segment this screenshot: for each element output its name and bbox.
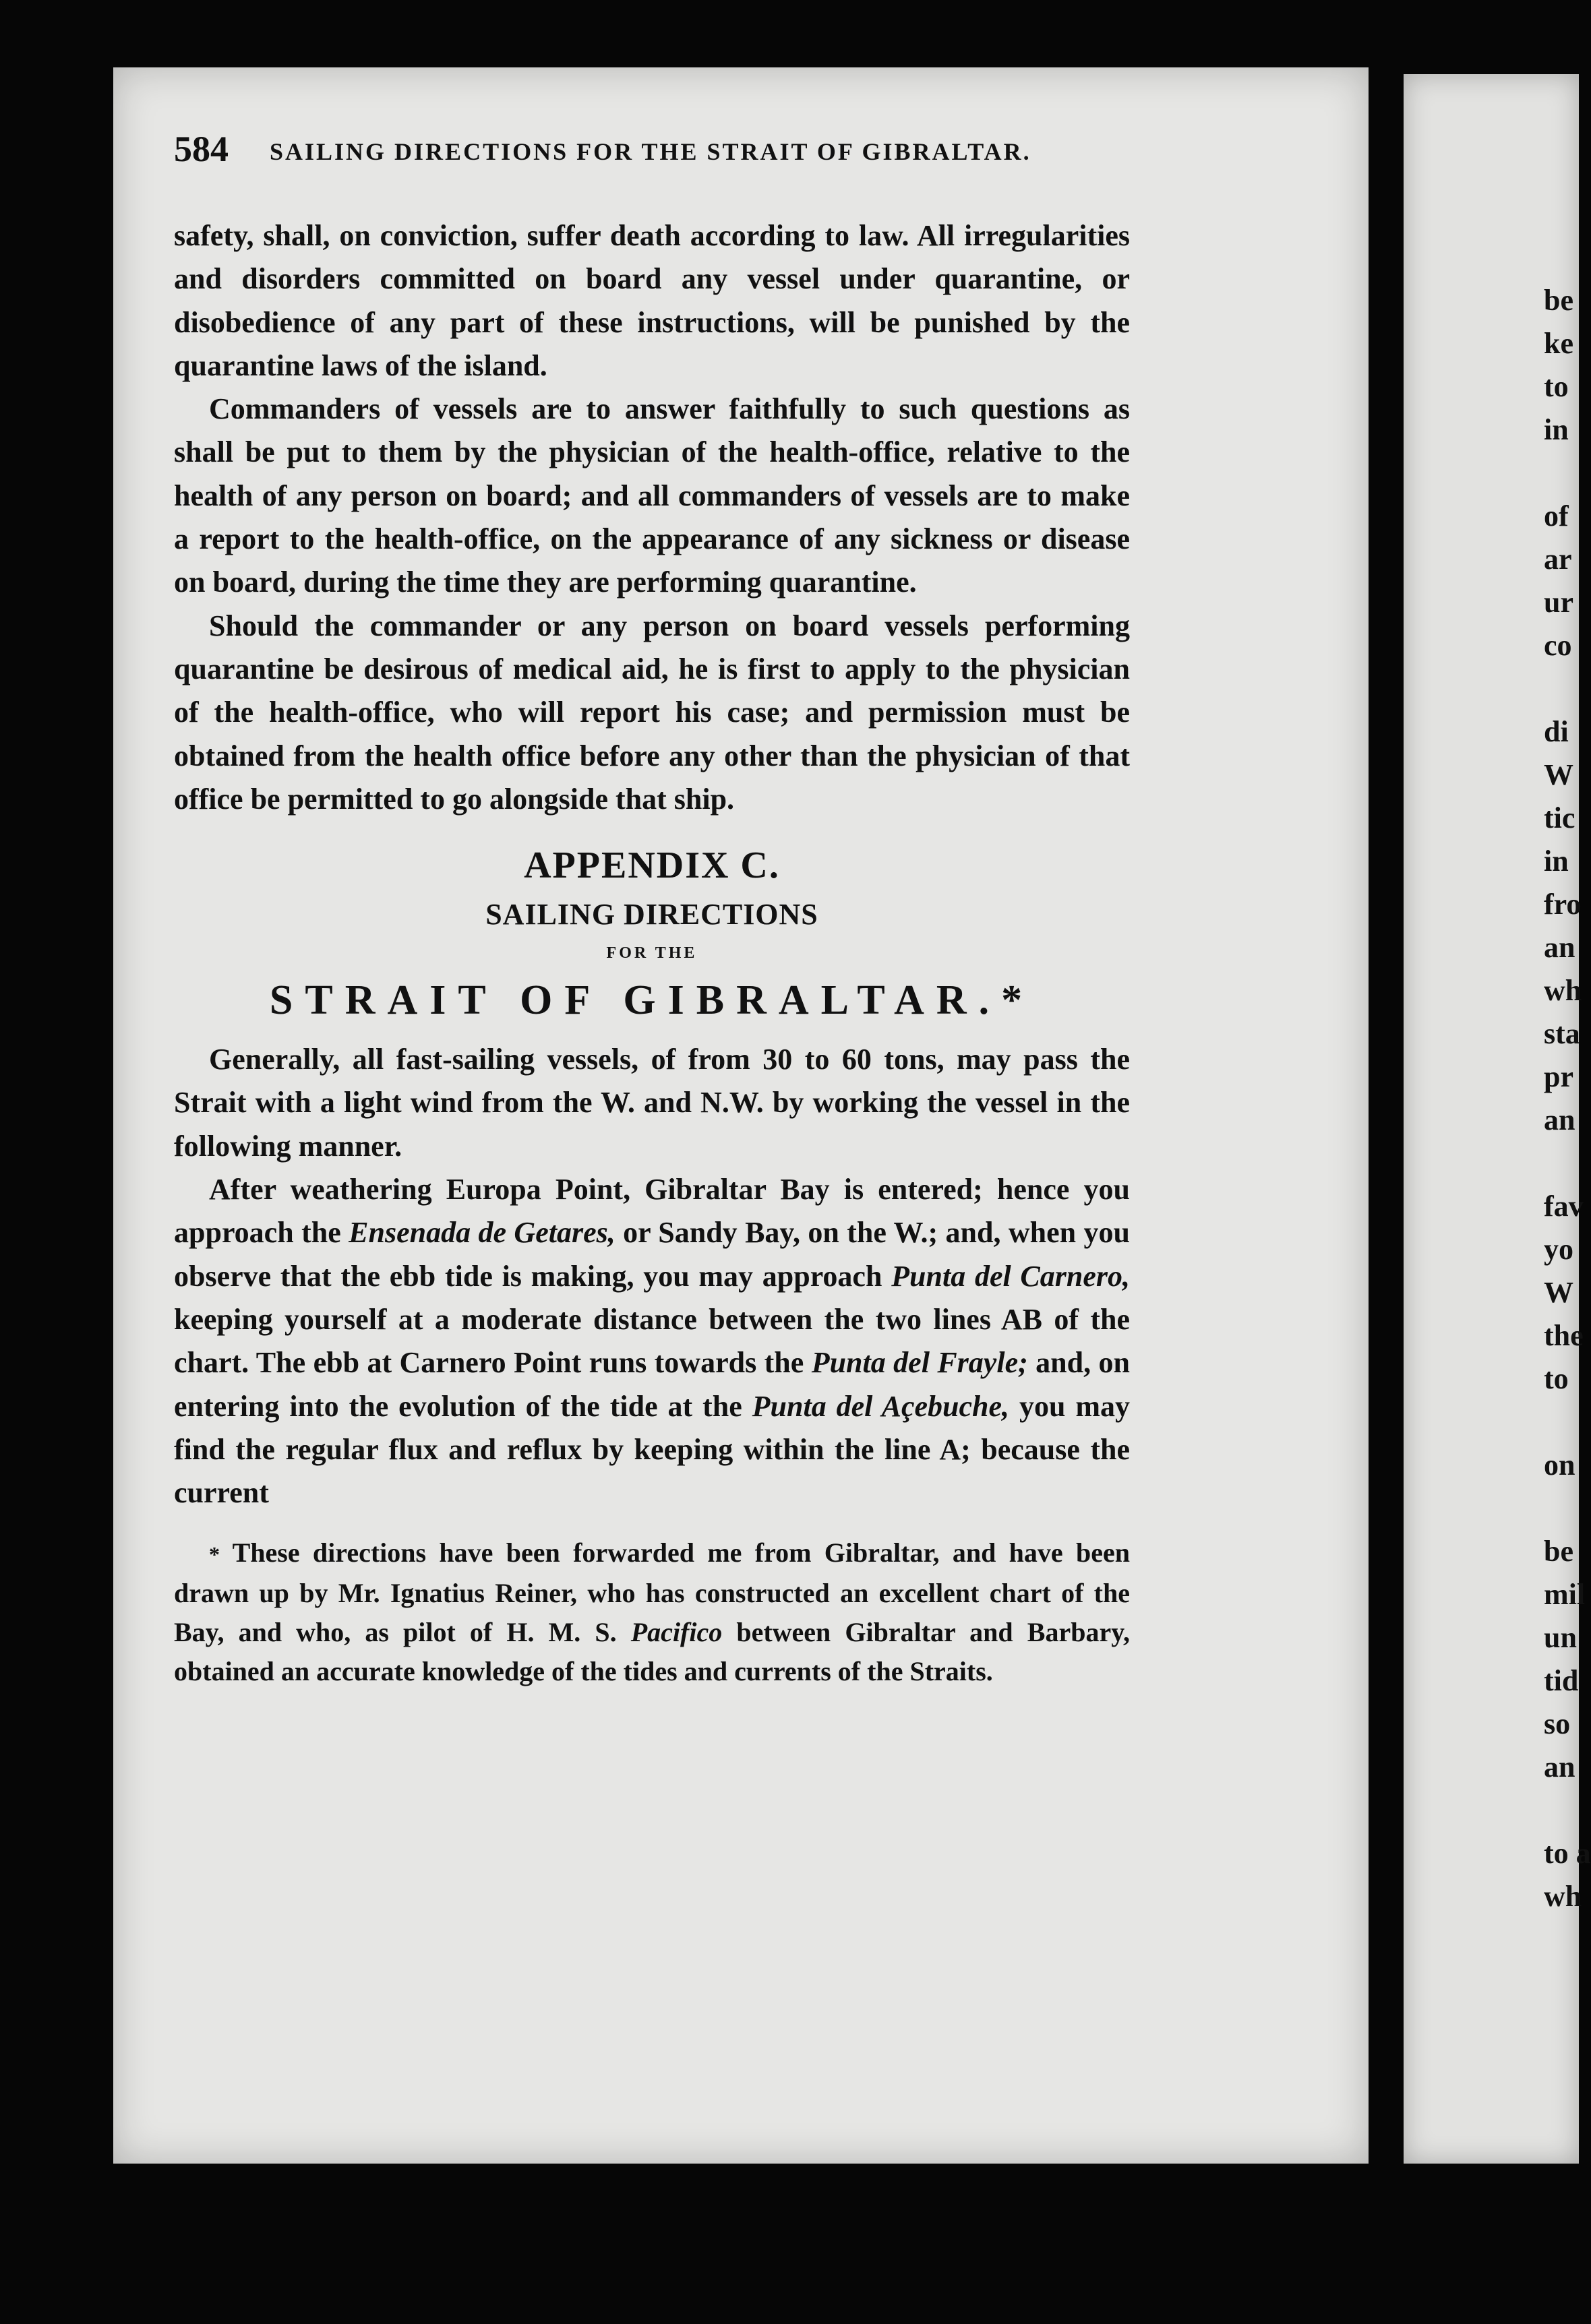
adjacent-fragment: be	[1544, 1535, 1573, 1568]
paragraph-commanders: Commanders of vessels are to answer faithfully to such questions as shall be put to them by the physician of the health-office, relative to the health of any person on board; and all commanders of vessels are to make a report to the health-office, on the appearance of any sickness or disease on board, during the time they are performing quarantine.	[174, 392, 1130, 599]
adjacent-fragment: the	[1544, 1319, 1584, 1352]
footnote-mark: *	[209, 1542, 220, 1567]
page-body	[174, 214, 1130, 1691]
place-punta-del-acebuche: Punta del Açebuche,	[752, 1389, 1010, 1423]
adjacent-fragment: tid	[1544, 1664, 1579, 1697]
appendix-subheading: SAILING DIRECTIONS	[485, 898, 818, 931]
adjacent-fragment: co	[1544, 629, 1572, 662]
adjacent-fragment: an	[1544, 931, 1575, 964]
adjacent-fragment: in	[1544, 845, 1569, 878]
adjacent-fragment: sta	[1544, 1017, 1580, 1050]
appendix-heading: APPENDIX C.	[524, 845, 780, 887]
paragraph-generally: Generally, all fast-sailing vessels, of from 30 to 60 tons, may pass the Strait with a light wind from the W. and N.W. by working the vessel in the following manner.	[174, 1043, 1130, 1163]
adjacent-fragment: to	[1544, 1362, 1569, 1395]
place-punta-del-carnero: Punta del Carnero,	[891, 1259, 1131, 1293]
adjacent-fragment: in	[1544, 413, 1569, 446]
adjacent-fragment: pr	[1544, 1060, 1573, 1093]
adjacent-fragment: wh	[1544, 1880, 1582, 1913]
place-punta-del-frayle: Punta del Frayle;	[811, 1346, 1028, 1380]
adjacent-fragment: yo	[1544, 1233, 1573, 1266]
page-header	[174, 128, 1253, 182]
appendix-title-footnote-mark: *	[1001, 977, 1035, 1024]
paragraph-safety: safety, shall, on conviction, suffer death according to law. All irregularities and disorders committed on board any vessel under quarantine, or disobedience of any part of these instructions, will be punished by the quarantine laws of the island.	[174, 219, 1130, 382]
adjacent-fragment: an	[1544, 1750, 1575, 1783]
adjacent-fragment: of	[1544, 499, 1569, 532]
adjacent-fragment: tic	[1544, 801, 1575, 834]
ship-name-pacifico: Pacifico	[630, 1617, 723, 1648]
adjacent-fragment: wh	[1544, 974, 1582, 1007]
paragraph-medical-aid: Should the commander or any person on board vessels performing quarantine be desirous of medical aid, he is first to apply to the physician of the health-office, who will report his case; and permission must be obtained from the health office before any other than the physician of that office be permitted to go alongside that ship.	[174, 609, 1130, 816]
adjacent-fragment: un	[1544, 1621, 1577, 1654]
appendix-title	[174, 968, 1130, 1033]
running-title: SAILING DIRECTIONS FOR THE STRAIT OF GIBRALTAR.	[270, 138, 1031, 165]
adjacent-fragment: ke	[1544, 327, 1573, 360]
adjacent-fragment: an	[1544, 1103, 1575, 1136]
adjacent-fragment: fav	[1544, 1190, 1584, 1223]
adjacent-fragment: to a	[1544, 1837, 1591, 1870]
appendix-for-the: FOR THE	[606, 944, 698, 962]
adjacent-fragment: W	[1544, 758, 1573, 791]
adjacent-fragment: W	[1544, 1276, 1573, 1309]
appendix-title-text: STRAIT OF GIBRALTAR.	[269, 977, 1002, 1024]
paragraph-europa-point: After weathering Europa Point, Gibraltar Bay is entered; hence you approach the Ensenada de Getares, or Sandy Bay, on the W.; and, when you observe that the ebb tide is making, you may approach Punta del Carnero, keeping yourself at a moderate distance between the two lines AB of the chart. The ebb at Carnero Point runs towards the Punta del Frayle; and, on entering into the evolution of the tide at the Punta del Açebuche, you may find the regular flux and reflux by keeping within the line A; because the current	[174, 1173, 1131, 1510]
adjacent-fragment: fro	[1544, 888, 1582, 921]
adjacent-fragment: so	[1544, 1707, 1571, 1740]
adjacent-fragment: di	[1544, 715, 1569, 748]
adjacent-fragment: mil	[1544, 1578, 1586, 1611]
page-number: 584	[174, 129, 229, 169]
footnote: * These directions have been forwarded me from Gibraltar, and have been drawn up by Mr. Ignatius Reiner, who has constructed an excellent chart of the Bay, and who, as pilot of H. M. S. Pacifico between Gibraltar and Barbary, obtained an accurate knowledge of the tides and currents of the Straits.	[174, 1537, 1131, 1687]
adjacent-fragment: ar	[1544, 543, 1572, 576]
adjacent-fragment: ur	[1544, 586, 1573, 619]
adjacent-fragment: to	[1544, 370, 1569, 403]
adjacent-fragment: on	[1544, 1448, 1575, 1481]
adjacent-fragment: be	[1544, 284, 1573, 317]
place-ensenada-de-getares: Ensenada de Getares,	[349, 1216, 616, 1250]
